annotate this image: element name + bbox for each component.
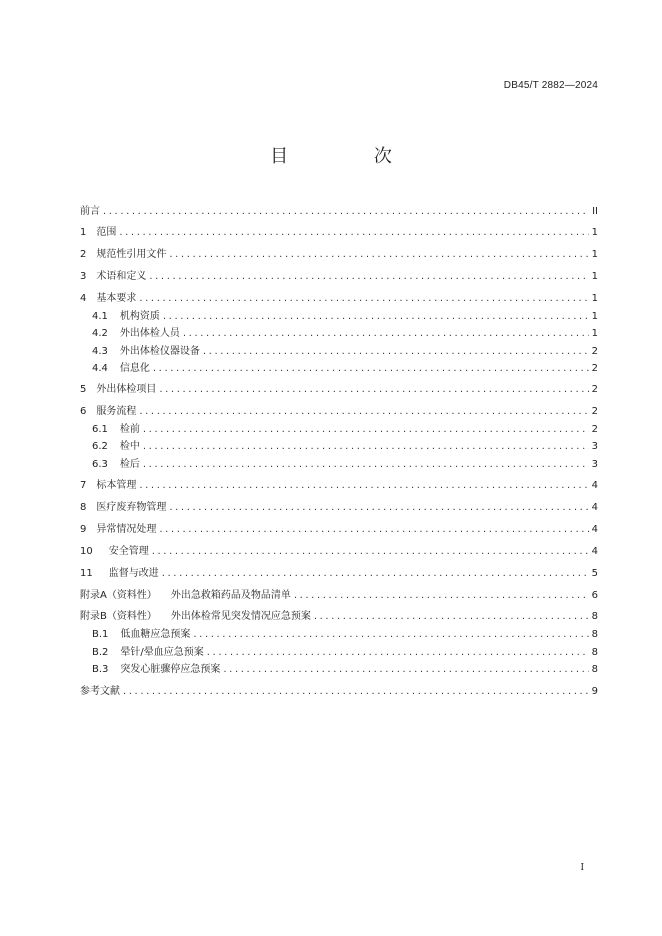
toc-entry-label: 标本管理 — [96, 480, 137, 491]
toc-entry-label: 规范性引用文件 — [96, 249, 167, 260]
toc-entry-number: 9 — [80, 524, 87, 535]
toc-dot-leader — [314, 611, 589, 622]
toc-entry-label: 机构资质 — [119, 311, 160, 322]
toc-entry-page: 4 — [591, 502, 598, 513]
toc-entry-label: 检后 — [119, 459, 140, 470]
toc-dot-leader — [159, 384, 588, 395]
toc-dot-leader — [169, 249, 588, 260]
toc-entry-page: 5 — [591, 568, 598, 579]
toc-entry[interactable] — [92, 324, 598, 338]
toc-entry-label: 低血糖应急预案 — [120, 629, 191, 640]
toc-entry-page: 1 — [591, 271, 598, 282]
toc-dot-leader — [152, 546, 589, 557]
toc-entry-page: 1 — [591, 328, 598, 339]
toc-entry-page: 6 — [591, 590, 598, 601]
toc-entry-label: 检中 — [119, 441, 140, 452]
toc-entry-page: 1 — [591, 249, 598, 260]
toc-entry-page: 4 — [591, 480, 598, 491]
toc-entry[interactable] — [92, 307, 598, 321]
toc-entry-page: 1 — [591, 293, 598, 304]
toc-entry-label: 基本要求 — [96, 293, 137, 304]
toc-entry-number: B.1 — [92, 629, 109, 640]
toc-entry-label: 范围 — [96, 227, 117, 238]
toc-entry[interactable] — [80, 542, 598, 556]
toc-entry-page: 1 — [591, 311, 598, 322]
toc-entry-number: 4 — [80, 293, 87, 304]
toc-entry-number: B.2 — [92, 647, 109, 658]
toc-dot-leader — [139, 406, 588, 417]
toc-entry[interactable] — [80, 586, 598, 600]
toc-dot-leader — [143, 424, 589, 435]
toc-entry-label: 服务流程 — [96, 406, 137, 417]
toc-entry-page: 4 — [591, 524, 598, 535]
toc-dot-leader — [203, 346, 589, 357]
toc-entry-page: 2 — [591, 424, 598, 435]
toc-entry-number: 4.2 — [92, 328, 108, 339]
toc-entry-label: 安全管理 — [108, 546, 149, 557]
toc-entry[interactable] — [92, 643, 598, 657]
toc-entry[interactable] — [92, 359, 598, 373]
toc-entry-number: 1 — [80, 227, 87, 238]
toc-dot-leader — [163, 311, 589, 322]
toc-entry-number: 4.4 — [92, 363, 108, 374]
toc-entry[interactable] — [80, 202, 598, 216]
toc-entry-number: 11 — [80, 568, 93, 579]
toc-entry-page: 9 — [591, 686, 598, 697]
toc-entry[interactable] — [80, 564, 598, 578]
toc-dot-leader — [183, 328, 589, 339]
toc-entry-page: 8 — [591, 611, 598, 622]
toc-dot-leader — [193, 629, 588, 640]
toc-entry[interactable] — [92, 420, 598, 434]
toc-entry-page: 8 — [591, 664, 598, 675]
toc-entry[interactable] — [92, 437, 598, 451]
toc-entry[interactable] — [80, 267, 598, 281]
toc-entry-number: 6.1 — [92, 424, 108, 435]
toc-entry-number: 7 — [80, 480, 87, 491]
toc-entry[interactable] — [92, 455, 598, 469]
toc-entry-label: 术语和定义 — [96, 271, 147, 282]
toc-entry[interactable] — [92, 625, 598, 639]
toc-dot-leader — [119, 227, 588, 238]
toc-dot-leader — [223, 664, 588, 675]
toc-entry-number: 6.2 — [92, 441, 108, 452]
toc-entry-label: 外出体检仪器设备 — [119, 346, 200, 357]
toc-entry-label: 突发心脏骤停应急预案 — [120, 664, 221, 675]
toc-entry-page: 2 — [591, 346, 598, 357]
toc-entry-label: 外出体检项目 — [96, 384, 157, 395]
toc-dot-leader — [103, 206, 589, 217]
toc-entry-page: II — [592, 206, 598, 217]
toc-entry-page: 8 — [591, 629, 598, 640]
toc-entry-page: 2 — [591, 363, 598, 374]
page-number: I — [580, 863, 584, 873]
toc-entry-number: 10 — [80, 546, 93, 557]
toc-entry[interactable] — [80, 607, 598, 621]
toc-dot-leader — [159, 524, 588, 535]
toc-dot-leader — [143, 459, 589, 470]
toc-entry-label: 监督与改进 — [108, 568, 159, 579]
toc-title: 目 次 — [270, 146, 432, 167]
toc-entry-number: 8 — [80, 502, 87, 513]
toc-entry-label: 外出体检常见突发情况应急预案 — [170, 611, 311, 622]
toc-entry-number: 6.3 — [92, 459, 108, 470]
toc-dot-leader — [294, 590, 589, 601]
toc-entry-label: 前言 — [80, 206, 100, 217]
toc-entry-page: 2 — [591, 406, 598, 417]
toc-entry-label: 参考文献 — [80, 686, 120, 697]
toc-entry-number: 附录A（资料性） — [80, 590, 157, 601]
toc-entry[interactable] — [80, 520, 598, 534]
toc-entry[interactable] — [80, 245, 598, 259]
toc-entry-number: 3 — [80, 271, 87, 282]
toc-dot-leader — [162, 568, 589, 579]
toc-entry-label: 医疗废弃物管理 — [96, 502, 167, 513]
toc-dot-leader — [143, 441, 589, 452]
toc-dot-leader — [153, 363, 589, 374]
toc-entry-label: 检前 — [119, 424, 140, 435]
toc-entry-page: 4 — [591, 546, 598, 557]
toc-dot-leader — [169, 502, 588, 513]
toc-entry[interactable] — [92, 660, 598, 674]
toc-entry-page: 8 — [591, 647, 598, 658]
toc-dot-leader — [207, 647, 589, 658]
toc-dot-leader — [139, 293, 588, 304]
toc-entry-number: 4.3 — [92, 346, 108, 357]
toc-dot-leader — [149, 271, 588, 282]
toc-entry[interactable] — [80, 498, 598, 512]
document-code: DB45/T 2882—2024 — [503, 80, 598, 91]
toc-entry-number: 6 — [80, 406, 87, 417]
toc-entry-number: 附录B（资料性） — [80, 611, 157, 622]
toc-entry-page: 2 — [591, 384, 598, 395]
toc-entry-label: 外出急救箱药品及物品清单 — [170, 590, 291, 601]
toc-dot-leader — [139, 480, 588, 491]
toc-entry-number: 5 — [80, 384, 87, 395]
toc-entry[interactable] — [80, 223, 598, 237]
toc-entry-page: 1 — [591, 227, 598, 238]
toc-entry-number: 4.1 — [92, 311, 108, 322]
toc-entry-page: 3 — [591, 459, 598, 470]
toc-entry-label: 外出体检人员 — [119, 328, 180, 339]
toc-entry[interactable] — [92, 342, 598, 356]
toc-entry-label: 信息化 — [119, 363, 150, 374]
toc-entry-label: 异常情况处理 — [96, 524, 157, 535]
toc-entry-number: 2 — [80, 249, 87, 260]
toc-entry-page: 3 — [591, 441, 598, 452]
toc-entry[interactable] — [80, 402, 598, 416]
toc-entry[interactable] — [80, 380, 598, 394]
toc-entry[interactable] — [80, 682, 598, 696]
toc-entry[interactable] — [80, 289, 598, 303]
toc-entry-label: 晕针/晕血应急预案 — [120, 647, 204, 658]
toc-entry[interactable] — [80, 476, 598, 490]
toc-entry-number: B.3 — [92, 664, 109, 675]
toc-dot-leader — [123, 686, 589, 697]
